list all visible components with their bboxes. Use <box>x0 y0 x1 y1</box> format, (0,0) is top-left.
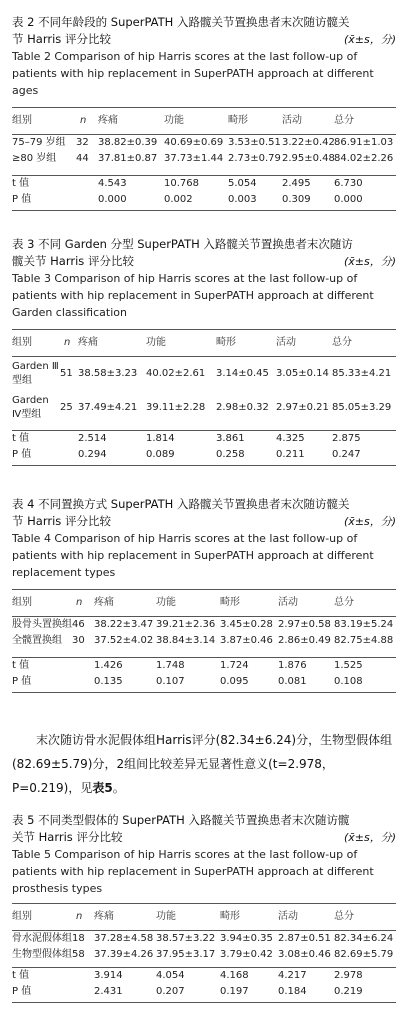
cell: 86.91±1.03 <box>334 135 396 152</box>
cell: 3.05±0.14 <box>276 357 332 391</box>
row-label: P 值 <box>12 449 32 460</box>
header-cell: n <box>76 597 83 608</box>
cell: 0.197 <box>220 985 249 997</box>
cell: 1.876 <box>278 657 334 674</box>
cell: 2.73±0.79 <box>228 153 281 164</box>
table-row <box>12 931 396 948</box>
header-cell: 组别 <box>12 115 32 126</box>
header-row <box>12 590 396 617</box>
table-3-block <box>12 236 396 466</box>
t-value-row <box>12 175 396 192</box>
cell: 0.089 <box>146 449 175 460</box>
table-row <box>12 357 396 391</box>
header-cell: 活动 <box>278 597 298 608</box>
row-label: t 值 <box>12 967 72 984</box>
cell: 30 <box>72 635 85 646</box>
p-value-row <box>12 984 396 1000</box>
table-4 <box>12 590 396 690</box>
cell: 4.217 <box>278 967 334 984</box>
row-label: t 值 <box>12 175 76 192</box>
table-4-caption-en <box>12 530 396 581</box>
cell: 37.49±4.21 <box>78 401 138 413</box>
cell: 3.45±0.28 <box>220 617 278 634</box>
header-cell: 活动 <box>278 911 298 922</box>
caption-line: prosthesis types <box>12 882 103 895</box>
cell: 85.05±3.29 <box>332 401 392 413</box>
header-cell: 组别 <box>12 597 32 608</box>
caption-line: patients with hip replacement in SuperPATH approach at different <box>12 289 374 302</box>
caption-line: 关节 Harris 评分比较 <box>12 830 123 844</box>
cell: 6.730 <box>334 175 396 192</box>
header-row <box>12 330 396 357</box>
table-row <box>12 135 396 152</box>
cell: 2.97±0.21 <box>276 401 329 413</box>
cell: 2.95±0.48 <box>282 153 335 164</box>
header-cell: 总分 <box>334 597 354 608</box>
cell: 股骨头置换组 <box>12 617 72 634</box>
row-label: t 值 <box>12 431 60 448</box>
paragraph-text: 末次随访骨水泥假体组Harris评分(82.34±6.24)分，生物型假体组(82.69±5.79)分，2组间比较差异无显著性意义(t=2.978，P=0.219)，见 <box>12 733 393 795</box>
cell: 0.211 <box>276 449 305 460</box>
cell: 0.258 <box>216 449 245 460</box>
header-cell: 疼痛 <box>78 337 98 348</box>
row-label: P 值 <box>12 985 32 997</box>
cell: 2.514 <box>78 431 146 448</box>
caption-line: Table 2 Comparison of hip Harris scores at the last follow-up of <box>12 50 358 63</box>
cell: 0.000 <box>98 193 127 205</box>
cell: 82.69±5.79 <box>334 949 394 960</box>
cell: 83.19±5.24 <box>334 617 396 634</box>
table-5-caption-cn <box>12 812 396 846</box>
cell: 82.34±6.24 <box>334 931 396 948</box>
body-paragraph <box>12 728 396 800</box>
cell: 全髋置换组 <box>12 635 62 646</box>
cell: 37.39±4.26 <box>94 949 154 960</box>
cell: 3.14±0.45 <box>216 357 276 391</box>
table-reference: 表5 <box>92 781 113 795</box>
cell: 46 <box>72 617 94 634</box>
cell: 2.87±0.51 <box>278 931 334 948</box>
caption-line: Table 5 Comparison of hip Harris scores at the last follow-up of <box>12 848 358 861</box>
table-row <box>12 947 396 963</box>
bottom-rule <box>12 210 396 211</box>
cell: 2.875 <box>332 431 396 448</box>
p-value-row <box>12 674 396 690</box>
table-row <box>12 391 396 425</box>
cell: 2.495 <box>282 175 334 192</box>
cell: 38.82±0.39 <box>98 135 164 152</box>
caption-line: 表 4 不同置换方式 SuperPATH 入路髋关节置换患者末次随访髋关 <box>12 497 350 511</box>
cell: 37.81±0.87 <box>98 153 158 164</box>
cell: 3.861 <box>216 431 276 448</box>
cell: 0.309 <box>282 193 311 205</box>
header-cell: n <box>64 337 71 348</box>
table-row <box>12 633 396 649</box>
t-value-row <box>12 967 396 984</box>
caption-line: 节 Harris 评分比较 <box>12 32 111 46</box>
header-cell: 畸形 <box>216 337 236 348</box>
cell: Garden Ⅳ型组 <box>12 394 49 420</box>
cell: ≥80 岁组 <box>12 153 57 164</box>
header-row <box>12 904 396 931</box>
cell: 0.184 <box>278 985 307 997</box>
cell: Garden Ⅲ型组 <box>12 357 60 391</box>
cell: 1.426 <box>94 657 156 674</box>
header-cell: 畸形 <box>228 115 248 126</box>
table-3-caption-en <box>12 270 396 321</box>
table-row <box>12 617 396 634</box>
stat-note: (x̄±s，分) <box>343 515 396 528</box>
cell: 10.768 <box>164 175 228 192</box>
cell: 32 <box>76 135 98 152</box>
header-cell: n <box>76 911 83 922</box>
cell: 37.95±3.17 <box>156 949 216 960</box>
cell: 3.914 <box>94 967 156 984</box>
cell: 3.22±0.42 <box>282 135 334 152</box>
header-cell: 疼痛 <box>98 115 118 126</box>
cell: 3.87±0.46 <box>220 635 273 646</box>
t-value-row <box>12 657 396 674</box>
header-cell: 总分 <box>334 115 354 126</box>
cell: 75–79 岁组 <box>12 135 76 152</box>
header-cell: 活动 <box>282 115 302 126</box>
header-cell: 疼痛 <box>94 597 114 608</box>
table-4-block <box>12 496 396 693</box>
cell: 骨水泥假体组 <box>12 931 72 948</box>
cell: 1.525 <box>334 657 396 674</box>
cell: 0.294 <box>78 449 107 460</box>
cell: 38.84±3.14 <box>156 635 216 646</box>
table-5 <box>12 904 396 1000</box>
bottom-rule <box>12 465 396 466</box>
cell: 3.08±0.46 <box>278 949 331 960</box>
header-cell: 疼痛 <box>94 911 114 922</box>
row-label: P 值 <box>12 193 32 205</box>
cell: 3.94±0.35 <box>220 931 278 948</box>
cell: 0.095 <box>220 675 249 687</box>
bottom-rule <box>12 1002 396 1003</box>
cell: 38.58±3.23 <box>78 357 146 391</box>
table-3-caption-cn <box>12 236 396 270</box>
cell: 3.79±0.42 <box>220 949 273 960</box>
cell: 4.168 <box>220 967 278 984</box>
table-3 <box>12 330 396 463</box>
header-cell: 畸形 <box>220 597 240 608</box>
cell: 58 <box>72 949 85 960</box>
p-value-row <box>12 447 396 463</box>
caption-line: patients with hip replacement in SuperPATH approach at different ages <box>12 67 374 97</box>
caption-line: replacement types <box>12 566 116 579</box>
header-cell: 活动 <box>276 337 296 348</box>
cell: 82.75±4.88 <box>334 635 394 646</box>
header-cell: 功能 <box>146 337 166 348</box>
cell: 37.28±4.58 <box>94 931 156 948</box>
cell: 0.000 <box>334 193 363 205</box>
cell: 44 <box>76 153 89 164</box>
caption-line: patients with hip replacement in SuperPATH approach at different <box>12 549 374 562</box>
cell: 1.724 <box>220 657 278 674</box>
paragraph-text: 。 <box>112 781 125 795</box>
table-2 <box>12 108 396 208</box>
cell: 0.002 <box>164 193 193 205</box>
table-4-caption-cn <box>12 496 396 530</box>
header-cell: 总分 <box>332 337 352 348</box>
header-cell: n <box>80 115 87 126</box>
cell: 4.543 <box>98 175 164 192</box>
table-5-block <box>12 812 396 1003</box>
caption-line: 表 5 不同类型假体的 SuperPATH 入路髋关节置换患者末次随访髋 <box>12 813 350 827</box>
cell: 0.081 <box>278 675 307 687</box>
header-cell: 畸形 <box>220 911 240 922</box>
t-value-row <box>12 431 396 448</box>
cell: 85.33±4.21 <box>332 357 396 391</box>
bottom-rule <box>12 692 396 693</box>
cell: 40.69±0.69 <box>164 135 228 152</box>
cell: 4.054 <box>156 967 220 984</box>
cell: 1.748 <box>156 657 220 674</box>
cell: 4.325 <box>276 431 332 448</box>
caption-line: 髋关节 Harris 评分比较 <box>12 254 134 268</box>
cell: 2.978 <box>334 967 396 984</box>
cell: 0.003 <box>228 193 257 205</box>
cell: 37.73±1.44 <box>164 153 224 164</box>
table-5-caption-en <box>12 846 396 897</box>
header-cell: 功能 <box>156 597 176 608</box>
cell: 2.431 <box>94 985 123 997</box>
cell: 0.247 <box>332 449 361 460</box>
cell: 2.97±0.58 <box>278 617 334 634</box>
cell: 84.02±2.26 <box>334 153 394 164</box>
cell: 0.207 <box>156 985 185 997</box>
caption-line: Table 3 Comparison of hip Harris scores at the last follow-up of <box>12 272 358 285</box>
cell: 0.135 <box>94 675 123 687</box>
cell: 39.21±2.36 <box>156 617 220 634</box>
header-cell: 总分 <box>334 911 354 922</box>
header-row <box>12 108 396 135</box>
cell: 38.57±3.22 <box>156 931 220 948</box>
header-cell: 组别 <box>12 337 32 348</box>
caption-line: 节 Harris 评分比较 <box>12 514 111 528</box>
header-cell: 功能 <box>164 115 184 126</box>
cell: 2.86±0.49 <box>278 635 331 646</box>
stat-note: (x̄±s，分) <box>343 33 396 46</box>
cell: 3.53±0.51 <box>228 135 282 152</box>
header-cell: 组别 <box>12 911 32 922</box>
table-2-caption-en <box>12 48 396 99</box>
table-row <box>12 151 396 167</box>
caption-line: Garden classification <box>12 306 127 319</box>
cell: 38.22±3.47 <box>94 617 156 634</box>
cell: 37.52±4.02 <box>94 635 154 646</box>
cell: 2.98±0.32 <box>216 401 269 413</box>
caption-line: patients with hip replacement in SuperPATH approach at different <box>12 865 374 878</box>
table-2-caption-cn <box>12 14 396 48</box>
cell: 5.054 <box>228 175 282 192</box>
cell: 25 <box>60 401 73 413</box>
stat-note: (x̄±s，分) <box>343 255 396 268</box>
cell: 1.814 <box>146 431 216 448</box>
cell: 40.02±2.61 <box>146 357 216 391</box>
header-cell: 功能 <box>156 911 176 922</box>
table-2-block <box>12 14 396 211</box>
cell: 0.108 <box>334 675 363 687</box>
row-label: P 值 <box>12 675 32 687</box>
cell: 18 <box>72 931 94 948</box>
cell: 39.11±2.28 <box>146 401 206 413</box>
caption-line: Table 4 Comparison of hip Harris scores at the last follow-up of <box>12 532 358 545</box>
cell: 0.107 <box>156 675 185 687</box>
caption-line: 表 3 不同 Garden 分型 SuperPATH 入路髋关节置换患者末次随访 <box>12 237 353 251</box>
row-label: t 值 <box>12 657 72 674</box>
cell: 51 <box>60 357 78 391</box>
caption-line: 表 2 不同年龄段的 SuperPATH 入路髋关节置换患者末次随访髋关 <box>12 15 350 29</box>
cell: 0.219 <box>334 985 363 997</box>
stat-note: (x̄±s，分) <box>343 831 396 844</box>
p-value-row <box>12 192 396 208</box>
cell: 生物型假体组 <box>12 949 72 960</box>
